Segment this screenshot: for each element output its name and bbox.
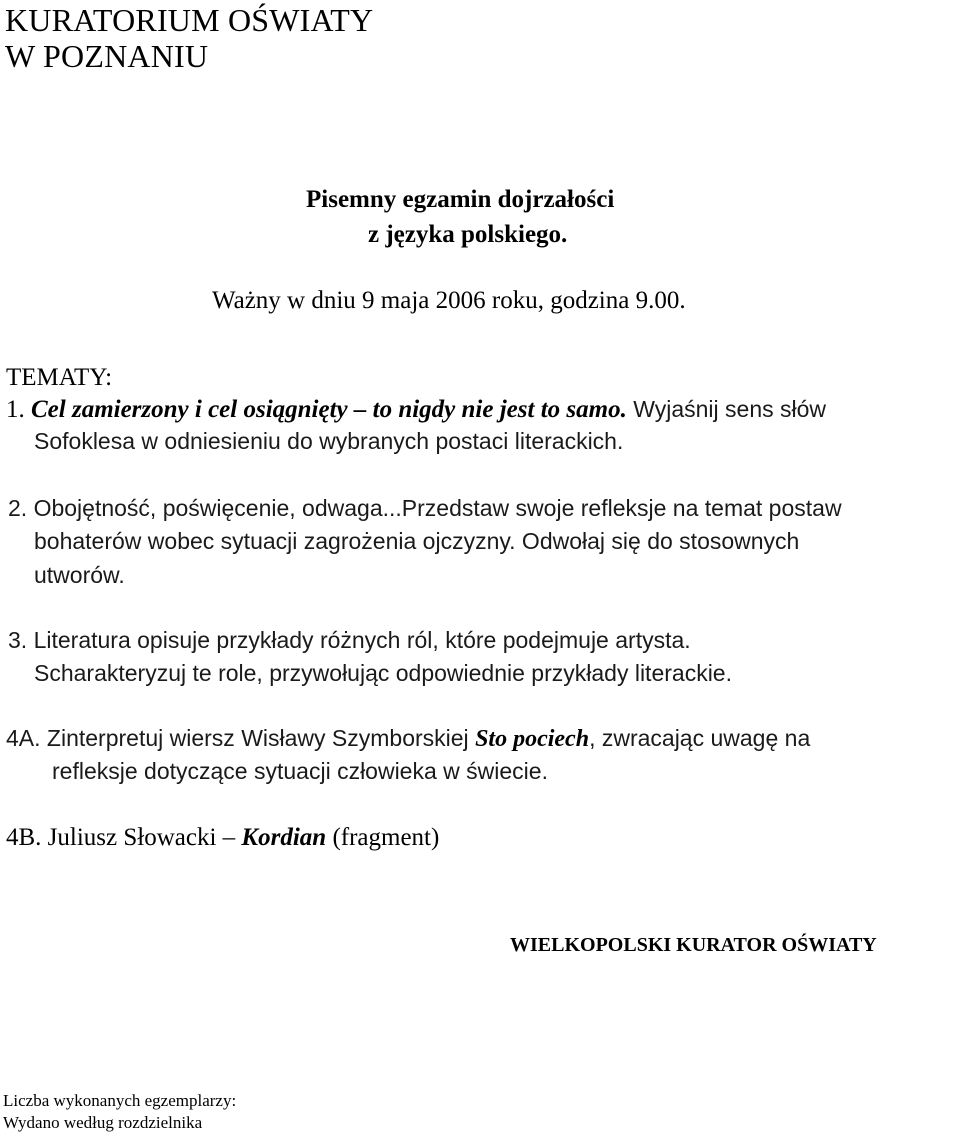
topic-1-number: 1. bbox=[6, 396, 25, 423]
footer-copies: Liczba wykonanych egzemplarzy: bbox=[3, 1091, 237, 1110]
footer-distribution: Wydano według rozdzielnika bbox=[3, 1113, 203, 1132]
topic-3-line-2: Scharakteryzuj te role, przywołując odpowiednie przykłady literackie. bbox=[34, 660, 732, 686]
topic-4a-instruction: 4A. Zinterpretuj wiersz Wisławy Szymborskiej bbox=[6, 725, 476, 751]
topic-4b-author: 4B. Juliusz Słowacki – bbox=[6, 824, 242, 851]
topic-4b-work-title: Kordian bbox=[241, 824, 327, 851]
exam-date: Ważny w dniu 9 maja 2006 roku, godzina 9.00. bbox=[212, 287, 686, 314]
topic-3-line-1: 3. Literatura opisuje przykłady różnych ról, które podejmuje artysta. bbox=[8, 627, 691, 653]
signature: WIELKOPOLSKI KURATOR OŚWIATY bbox=[510, 934, 877, 956]
topic-1-instruction: Wyjaśnij sens słów bbox=[626, 396, 827, 422]
topic-4b-note: (fragment) bbox=[326, 824, 440, 851]
topic-4a-line-2: refleksje dotyczące sytuacji człowieka w świecie. bbox=[52, 758, 548, 784]
header-line-1: KURATORIUM OŚWIATY bbox=[5, 2, 374, 38]
exam-subject: z języka polskiego. bbox=[368, 221, 568, 248]
topic-2-line-3: utworów. bbox=[34, 562, 125, 588]
topic-1-line-1 bbox=[6, 397, 826, 422]
topic-4a-line-1 bbox=[6, 727, 810, 751]
header-line-2: W POZNANIU bbox=[5, 38, 209, 74]
topic-4a-instruction-end: , zwracając uwagę na bbox=[589, 725, 811, 751]
topic-4b-line bbox=[6, 825, 439, 850]
topic-4a-work-title: Sto pociech bbox=[475, 726, 590, 752]
topic-1-line-2: Sofoklesa w odniesieniu do wybranych postaci literackich. bbox=[34, 428, 624, 454]
topics-heading: TEMATY: bbox=[6, 364, 113, 391]
topic-2-line-2: bohaterów wobec sytuacji zagrożenia ojczyzny. Odwołaj się do stosownych bbox=[34, 528, 800, 554]
topic-1-quote: Cel zamierzony i cel osiągnięty – to nigdy nie jest to samo. bbox=[31, 396, 627, 423]
exam-title: Pisemny egzamin dojrzałości bbox=[306, 186, 615, 213]
topic-2-line-1: 2. Obojętność, poświęcenie, odwaga...Przedstaw swoje refleksje na temat postaw bbox=[8, 495, 842, 521]
